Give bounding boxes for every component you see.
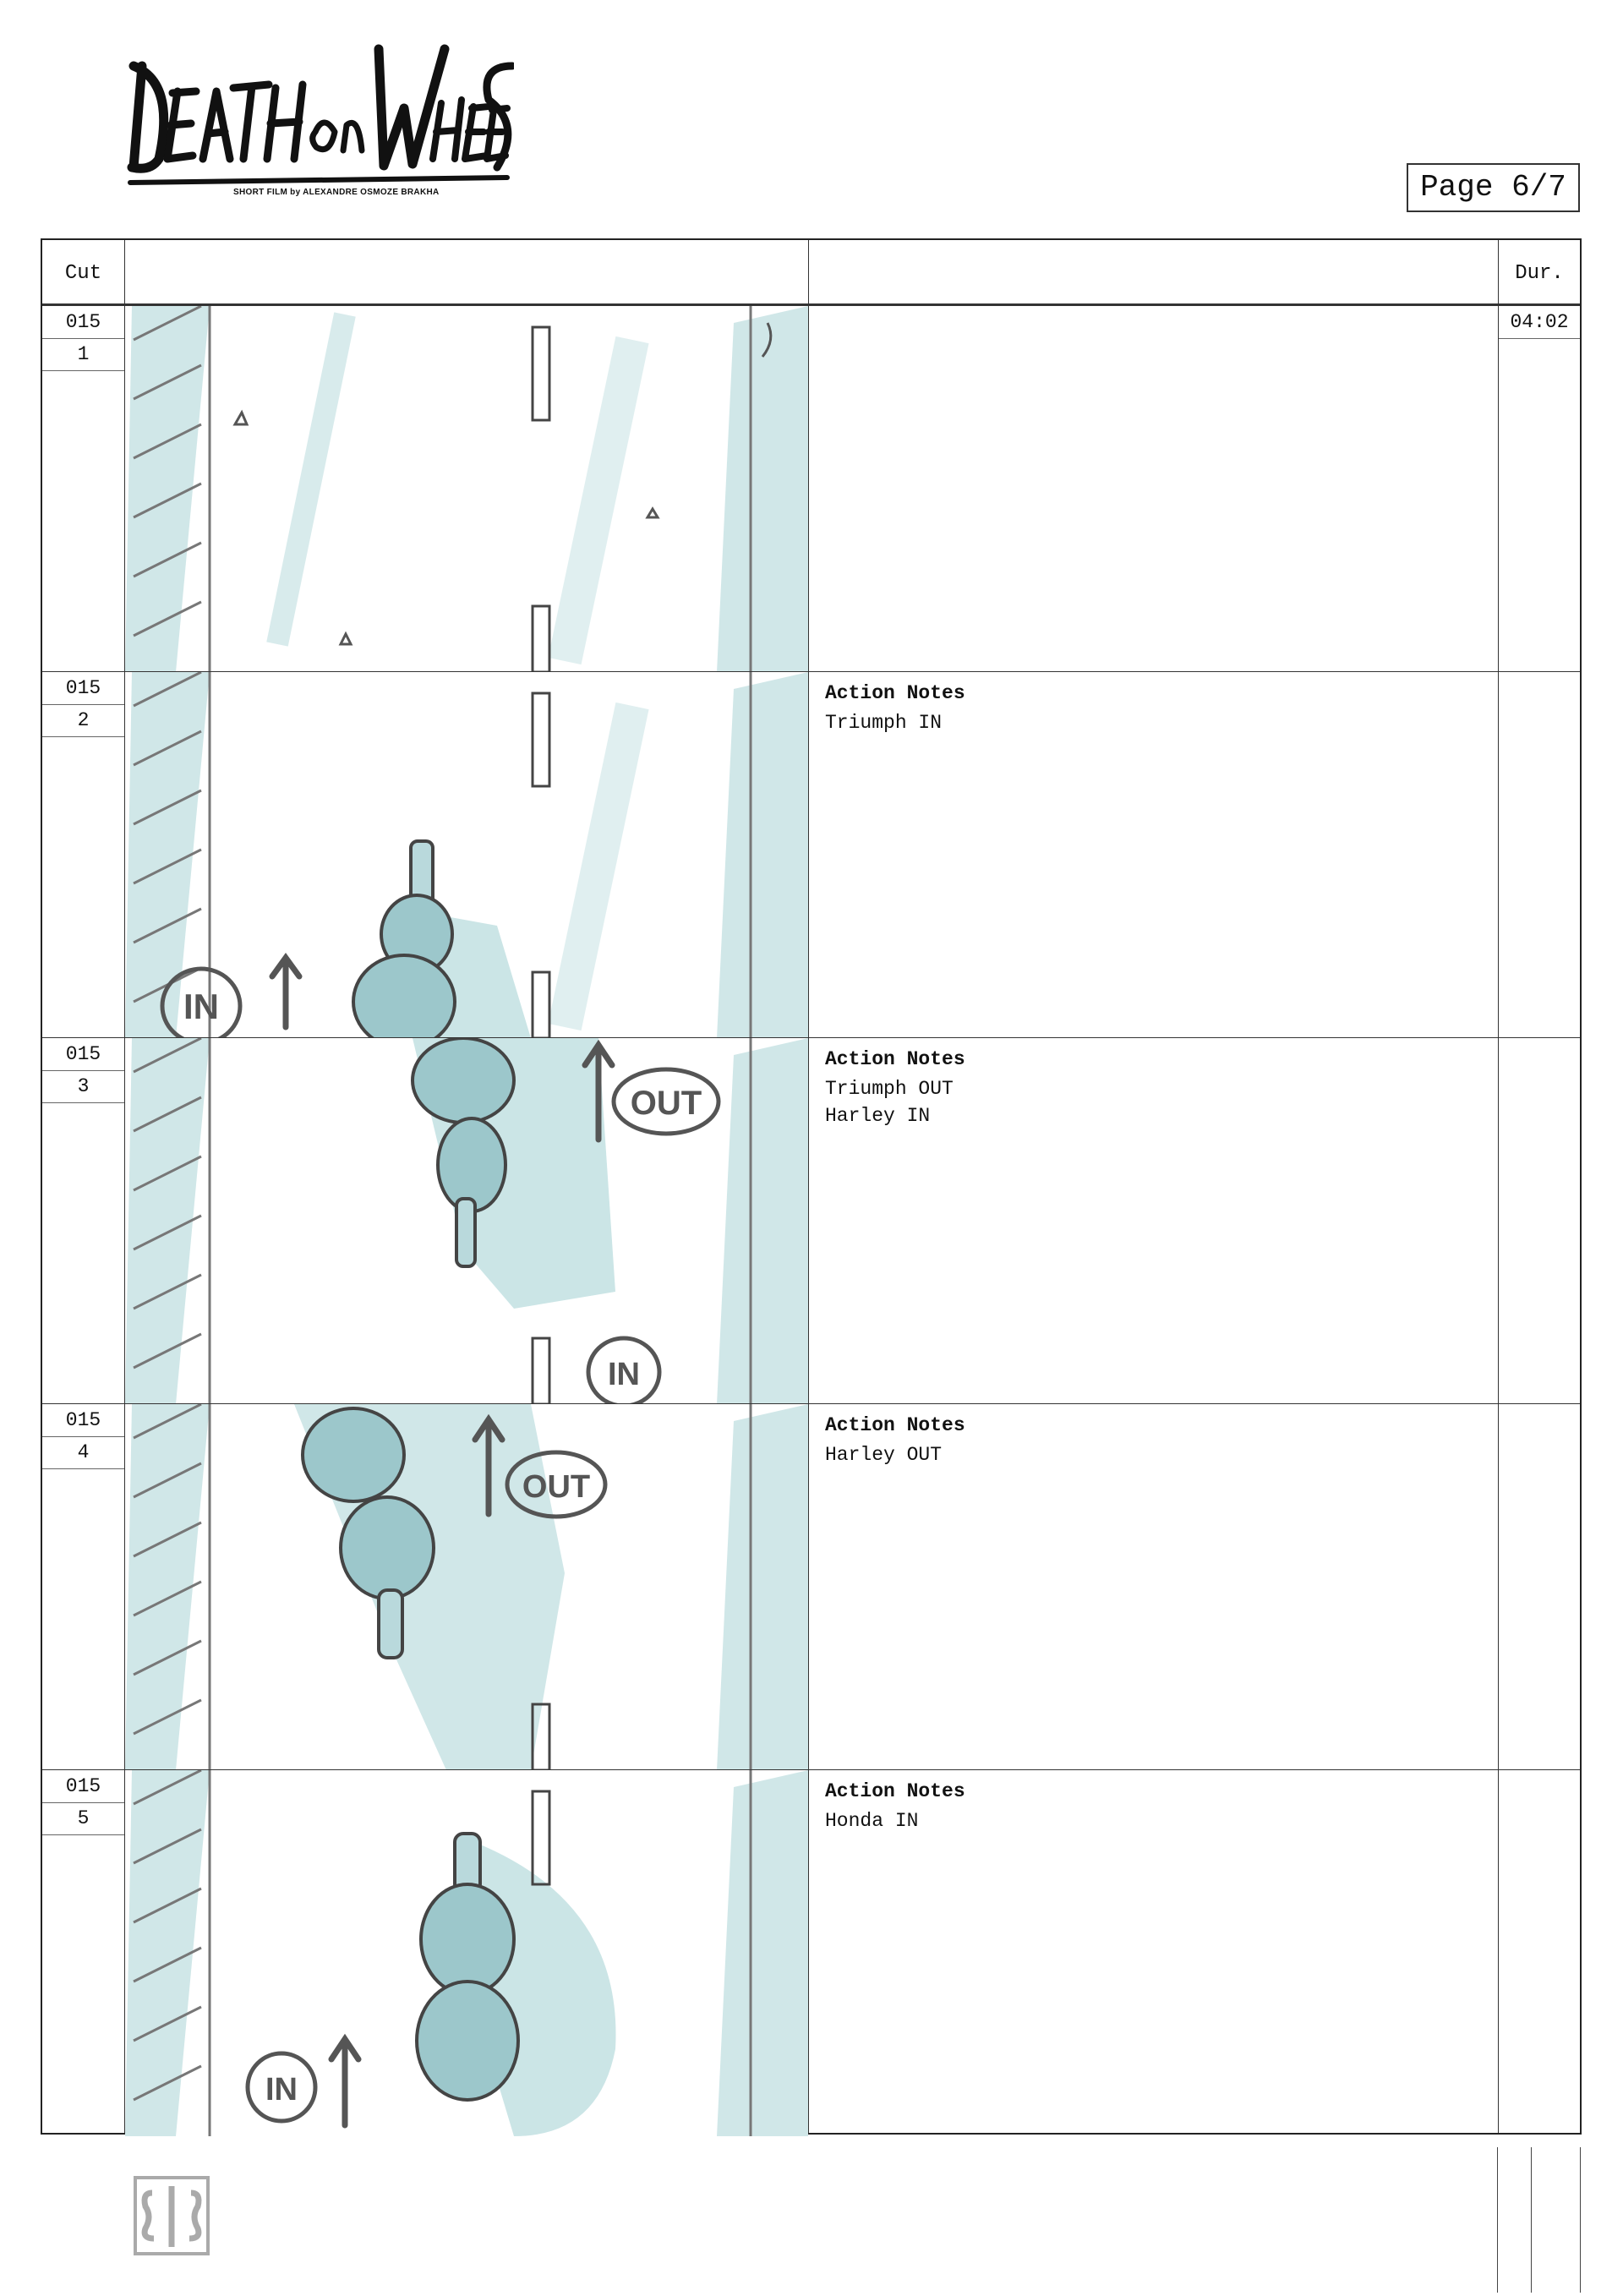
action-notes: [825, 306, 1518, 316]
cut-number: 015: [42, 1404, 124, 1437]
sketch-label: OUT: [630, 1085, 702, 1122]
road-sketch: [125, 1770, 808, 2136]
road-sketch: [125, 1404, 808, 1769]
action-note: Triumph OUT: [825, 1078, 954, 1100]
divider: [1497, 2147, 1498, 2293]
storyboard-row: [42, 1770, 1580, 2136]
cut-cell: [42, 1404, 124, 1769]
action-note: Harley OUT: [825, 1444, 943, 1466]
sketch-label: OUT: [522, 1469, 591, 1505]
studio-seal-icon: [127, 2169, 216, 2262]
action-note: Triumph IN: [825, 712, 943, 734]
shot-number: 1: [42, 338, 124, 371]
storyboard-frame: [125, 306, 808, 671]
action-notes: [825, 1770, 1518, 1831]
sketch-label: IN: [608, 1357, 640, 1392]
shot-number: 2: [42, 704, 124, 737]
cut-cell: [42, 1770, 124, 2136]
storyboard-frame: [125, 1038, 808, 1403]
action-notes-title: Action Notes: [825, 1780, 965, 1802]
action-notes: [825, 1404, 1518, 1465]
cut-number: 015: [42, 1770, 124, 1803]
duration-cell: [1499, 672, 1580, 1037]
footer-columns: [1497, 2147, 1582, 2293]
cut-number: 015: [42, 1038, 124, 1071]
storyboard-frame: [125, 672, 808, 1037]
cut-cell: [42, 306, 124, 671]
logo-subtitle: SHORT FILM by ALEXANDRE OSMOZE BRAKHA: [233, 188, 440, 197]
divider: [1499, 338, 1580, 339]
storyboard-row: [42, 1404, 1580, 1770]
road-sketch: [125, 1038, 808, 1403]
road-sketch: [125, 306, 808, 671]
storyboard-frame: [125, 1770, 808, 2136]
duration-cell: [1499, 1770, 1580, 2136]
cut-cell: [42, 1038, 124, 1403]
table-header: [42, 240, 1580, 306]
duration-cell: [1499, 306, 1580, 671]
divider: [1580, 2147, 1581, 2293]
storyboard-row: [42, 306, 1580, 672]
action-notes-title: Action Notes: [825, 682, 965, 704]
action-note: Harley IN: [825, 1105, 931, 1127]
duration-value: 04:02: [1499, 306, 1580, 339]
page-indicator: Page 6/7: [1407, 163, 1580, 212]
sketch-label: IN: [183, 987, 219, 1026]
storyboard-row: [42, 672, 1580, 1038]
duration-cell: [1499, 1038, 1580, 1403]
cut-cell: [42, 672, 124, 1037]
shot-number: 3: [42, 1070, 124, 1103]
action-notes-title: Action Notes: [825, 1414, 965, 1436]
film-logo-lettering: [125, 32, 514, 201]
action-notes-title: Action Notes: [825, 1048, 965, 1070]
shot-number: 5: [42, 1802, 124, 1835]
duration-cell: [1499, 1404, 1580, 1769]
storyboard-frame: [125, 1404, 808, 1769]
storyboard-row: [42, 1038, 1580, 1404]
film-logo: [125, 32, 514, 210]
sketch-label: IN: [265, 2072, 298, 2107]
cut-number: 015: [42, 306, 124, 339]
action-notes: [825, 672, 1518, 733]
column-header-cut: Cut: [64, 262, 102, 285]
action-notes: [825, 1038, 1518, 1126]
column-header-duration: Dur.: [1515, 262, 1564, 285]
divider: [1531, 2147, 1532, 2293]
road-sketch: [125, 672, 808, 1037]
cut-number: 015: [42, 672, 124, 705]
shot-number: 4: [42, 1436, 124, 1469]
storyboard-table: [41, 238, 1582, 2135]
action-note: Honda IN: [825, 1810, 919, 1832]
